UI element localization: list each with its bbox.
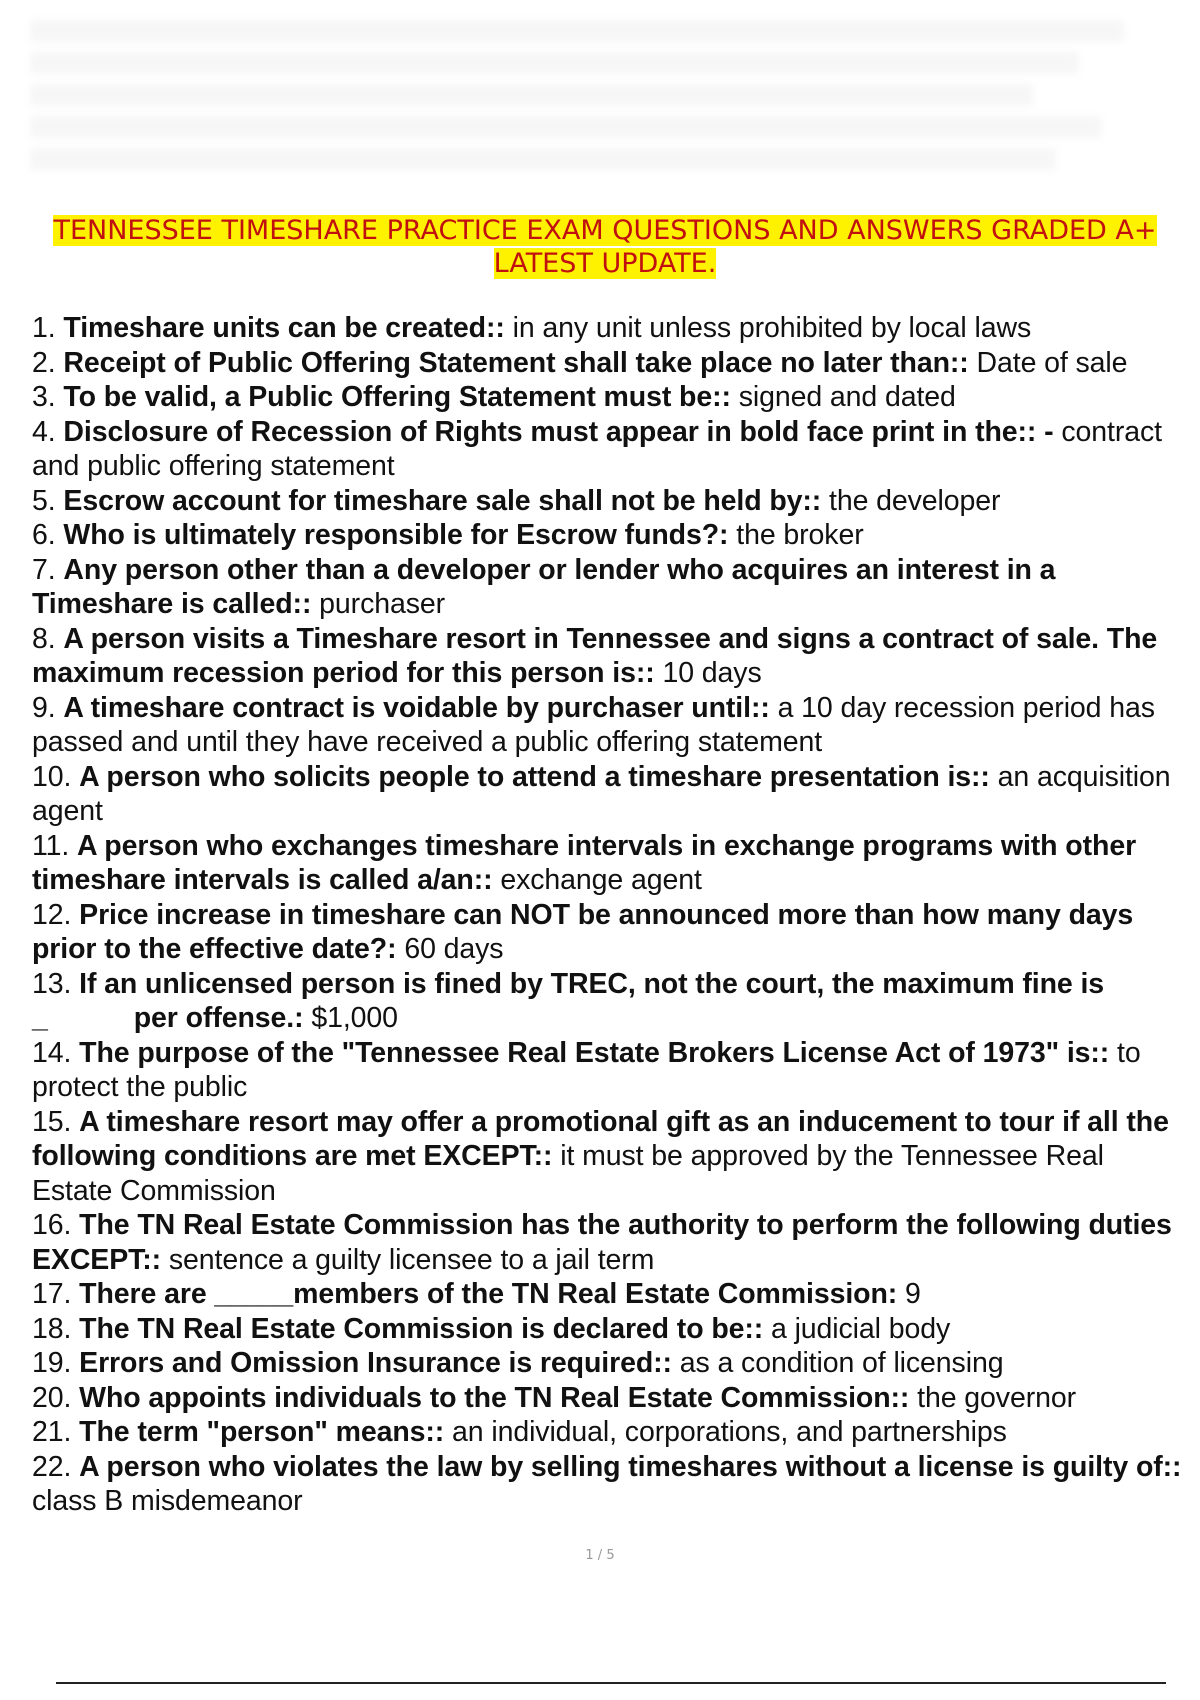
qa-question: Timeshare units can be created:: bbox=[63, 312, 505, 344]
qa-number: 8. bbox=[32, 622, 56, 655]
qa-item bbox=[32, 1208, 1182, 1277]
qa-question: A timeshare resort may offer a promotional gift as an inducement to tour if all the following conditions are met EXCEPT:: bbox=[32, 1105, 1169, 1172]
qa-question: A timeshare contract is voidable by purchaser until:: bbox=[63, 691, 770, 724]
qa-number: 6. bbox=[32, 519, 56, 551]
question-list bbox=[32, 311, 1182, 1519]
qa-question: A person who violates the law by selling timeshares without a license is guilty of:: bbox=[79, 1450, 1182, 1483]
qa-answer: purchaser bbox=[319, 588, 446, 620]
qa-item bbox=[32, 760, 1182, 829]
qa-item bbox=[32, 622, 1182, 691]
qa-question: To be valid, a Public Offering Statement must be:: bbox=[63, 381, 731, 413]
qa-item bbox=[32, 1036, 1182, 1105]
qa-number: 20. bbox=[32, 1381, 72, 1414]
qa-answer: Date of sale bbox=[976, 346, 1128, 379]
qa-question: If an unlicensed person is fined by TREC, not the court, the maximum fine is _ per offense.: bbox=[32, 967, 1105, 1034]
qa-answer: 10 days bbox=[662, 657, 762, 689]
qa-number: 22. bbox=[32, 1450, 72, 1483]
qa-number: 19. bbox=[32, 1347, 72, 1379]
qa-number: 1. bbox=[32, 312, 56, 344]
qa-item bbox=[32, 1277, 1182, 1312]
qa-number: 3. bbox=[32, 381, 56, 413]
qa-number: 5. bbox=[32, 484, 56, 517]
qa-item bbox=[32, 691, 1182, 760]
document-title bbox=[30, 214, 1180, 280]
qa-item bbox=[32, 380, 1182, 415]
qa-item bbox=[32, 1105, 1182, 1209]
qa-question: Who appoints individuals to the TN Real Estate Commission:: bbox=[79, 1381, 910, 1414]
qa-item bbox=[32, 553, 1182, 622]
qa-answer: in any unit unless prohibited by local laws bbox=[512, 312, 1032, 344]
qa-item bbox=[32, 311, 1182, 346]
qa-number: 18. bbox=[32, 1312, 72, 1345]
qa-answer: exchange agent bbox=[500, 864, 702, 896]
qa-question: The TN Real Estate Commission has the authority to perform the following duties EXCEPT:: bbox=[32, 1209, 1172, 1276]
qa-question: The term "person" means:: bbox=[79, 1416, 445, 1448]
qa-item bbox=[32, 1415, 1182, 1450]
qa-number: 7. bbox=[32, 553, 56, 586]
qa-item bbox=[32, 1346, 1182, 1381]
qa-answer: signed and dated bbox=[738, 381, 956, 413]
qa-answer: class B misdemeanor bbox=[32, 1485, 303, 1517]
qa-answer: the broker bbox=[736, 519, 864, 551]
blurred-header-region bbox=[30, 10, 1170, 200]
qa-question: Any person other than a developer or lender who acquires an interest in a Timeshare is called:: bbox=[32, 553, 1056, 620]
qa-number: 12. bbox=[32, 898, 72, 931]
page-number: 1 / 5 bbox=[585, 1548, 615, 1563]
qa-question: Errors and Omission Insurance is required:: bbox=[79, 1347, 672, 1379]
qa-number: 10. bbox=[32, 760, 72, 793]
qa-answer: as a condition of licensing bbox=[679, 1347, 1004, 1379]
qa-number: 21. bbox=[32, 1416, 72, 1448]
qa-number: 16. bbox=[32, 1209, 72, 1241]
qa-number: 14. bbox=[32, 1036, 72, 1069]
qa-item bbox=[32, 829, 1182, 898]
qa-number: 2. bbox=[32, 346, 56, 379]
qa-item bbox=[32, 415, 1182, 484]
qa-question: Price increase in timeshare can NOT be announced more than how many days prior to the effective date?: bbox=[32, 898, 1134, 965]
qa-item bbox=[32, 518, 1182, 553]
qa-number: 9. bbox=[32, 691, 56, 724]
qa-question: There are _____members of the TN Real Estate Commission: bbox=[79, 1278, 898, 1310]
qa-item bbox=[32, 898, 1182, 967]
qa-answer: an individual, corporations, and partnerships bbox=[452, 1416, 1007, 1448]
qa-item bbox=[32, 967, 1182, 1036]
qa-item bbox=[32, 346, 1182, 381]
qa-question: A person who exchanges timeshare intervals in exchange programs with other timeshare intervals is called a/an:: bbox=[32, 829, 1137, 896]
qa-number: 11. bbox=[32, 829, 70, 862]
qa-question: A person who solicits people to attend a timeshare presentation is:: bbox=[79, 760, 990, 793]
qa-answer: 60 days bbox=[404, 933, 504, 965]
qa-number: 4. bbox=[32, 415, 56, 448]
qa-question: Disclosure of Recession of Rights must appear in bold face print in the:: - bbox=[63, 415, 1054, 448]
qa-answer: sentence a guilty licensee to a jail term bbox=[168, 1243, 655, 1276]
document-title-text: TENNESSEE TIMESHARE PRACTICE EXAM QUESTIONS AND ANSWERS GRADED A+ LATEST UPDATE. bbox=[53, 215, 1157, 279]
qa-question: Escrow account for timeshare sale shall not be held by:: bbox=[63, 484, 822, 517]
qa-question: A person visits a Timeshare resort in Tennessee and signs a contract of sale. The maximum recession period for this person is:: bbox=[32, 622, 1158, 689]
qa-number: 13. bbox=[32, 967, 72, 1000]
qa-question: The purpose of the "Tennessee Real Estate Brokers License Act of 1973" is:: bbox=[79, 1036, 1110, 1069]
qa-answer: it must be approved by the Tennessee Real Estate Commission bbox=[32, 1140, 1104, 1207]
qa-answer: a 10 day recession period has passed and until they have received a public offering statement bbox=[32, 691, 1155, 758]
qa-answer: the developer bbox=[829, 484, 1001, 517]
qa-answer: 9 bbox=[905, 1278, 921, 1310]
qa-answer: $1,000 bbox=[311, 1002, 398, 1034]
qa-answer: to protect the public bbox=[32, 1036, 1141, 1103]
qa-number: 15. bbox=[32, 1105, 72, 1138]
bottom-divider bbox=[56, 1682, 1166, 1684]
qa-number: 17. bbox=[32, 1278, 72, 1310]
qa-item bbox=[32, 1450, 1182, 1519]
qa-answer: an acquisition agent bbox=[32, 760, 1171, 827]
qa-answer: contract and public offering statement bbox=[32, 415, 1162, 482]
qa-answer: the governor bbox=[917, 1381, 1076, 1414]
qa-question: The TN Real Estate Commission is declared to be:: bbox=[79, 1312, 764, 1345]
qa-item bbox=[32, 1381, 1182, 1416]
qa-item bbox=[32, 1312, 1182, 1347]
qa-answer: a judicial body bbox=[771, 1312, 951, 1345]
qa-item bbox=[32, 484, 1182, 519]
qa-question: Who is ultimately responsible for Escrow funds?: bbox=[63, 519, 729, 551]
qa-question: Receipt of Public Offering Statement shall take place no later than:: bbox=[63, 346, 969, 379]
